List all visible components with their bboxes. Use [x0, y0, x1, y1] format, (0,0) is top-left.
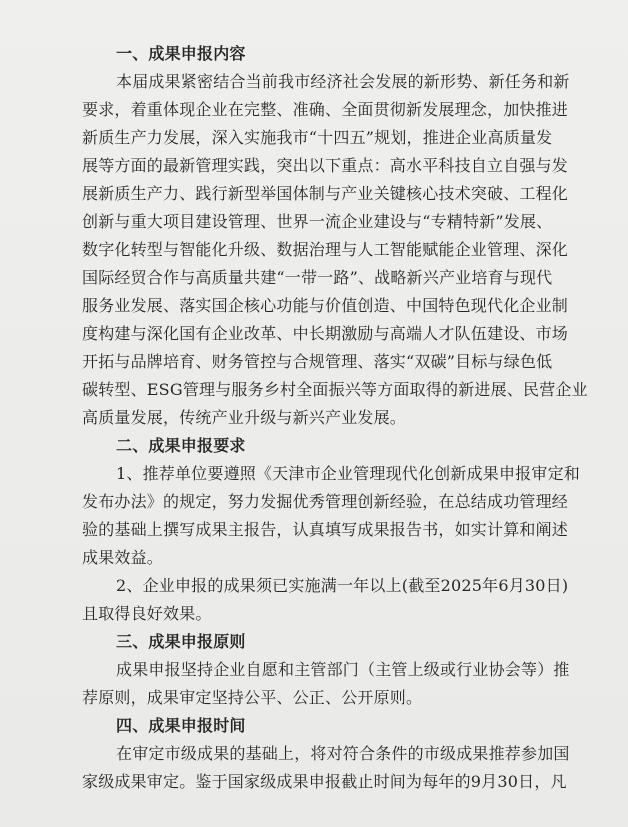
- paragraph-line: 服务业发展、落实国企核心功能与价值创造、中国特色现代化企业制: [82, 296, 569, 315]
- paragraph-line: 荐原则，成果审定坚持公平、公正、公开原则。: [82, 688, 423, 707]
- document-body: [82, 40, 588, 796]
- paragraph-line: 本届成果紧密结合当前我市经济社会发展的新形势、新任务和新: [116, 72, 570, 91]
- paragraph-line: 1、推荐单位要遵照《天津市企业管理现代化创新成果申报审定和: [116, 464, 580, 483]
- section-heading-principles: 三、成果申报原则: [116, 632, 246, 651]
- section-heading-requirements: 二、成果申报要求: [116, 436, 246, 455]
- paragraph-line: 数字化转型与智能化升级、数据治理与人工智能赋能企业管理、深化: [82, 240, 569, 259]
- paragraph-line: 发布办法》的规定，努力发掘优秀管理创新经验，在总结成功管理经: [82, 492, 569, 511]
- section-heading-content: 一、成果申报内容: [116, 44, 246, 63]
- paragraph-line: 度构建与深化国有企业改革、中长期激励与高端人才队伍建设、市场: [82, 324, 569, 343]
- paragraph-line: 新质生产力发展，深入实施我市“十四五”规划，推进企业高质量发: [82, 128, 553, 147]
- paragraph-line: 验的基础上撰写成果主报告，认真填写成果报告书，如实计算和阐述: [82, 520, 569, 539]
- paragraph-line: 且取得良好效果。: [82, 604, 212, 623]
- paragraph-line: 成果效益。: [82, 548, 164, 567]
- paragraph-line: 展等方面的最新管理实践，突出以下重点：高水平科技自立自强与发: [82, 156, 569, 175]
- section-heading-timing: 四、成果申报时间: [116, 716, 246, 735]
- paragraph-line: 碳转型、ESG管理与服务乡村全面振兴等方面取得的新进展、民营企业: [82, 380, 588, 399]
- paragraph-line: 在审定市级成果的基础上，将对符合条件的市级成果推荐参加国: [116, 744, 570, 763]
- paragraph-line: 国际经贸合作与高质量共建“一带一路”、战略新兴产业培育与现代: [82, 268, 553, 287]
- paragraph-line: 开拓与品牌培育、财务管控与合规管理、落实“双碳”目标与绿色低: [82, 352, 553, 371]
- paragraph-line: 高质量发展，传统产业升级与新兴产业发展。: [82, 408, 407, 427]
- paragraph-line: 家级成果审定。鉴于国家级成果申报截止时间为每年的9月30日，凡: [82, 772, 567, 791]
- paragraph-line: 要求，着重体现企业在完整、准确、全面贯彻新发展理念，加快推进: [82, 100, 569, 119]
- paragraph-line: 2、企业申报的成果须已实施满一年以上(截至2025年6月30日): [116, 576, 569, 595]
- paragraph-line: 展新质生产力、践行新型举国体制与产业关键核心技术突破、工程化: [82, 184, 569, 203]
- paragraph-line: 创新与重大项目建设管理、世界一流企业建设与“专精特新”发展、: [82, 212, 553, 231]
- paragraph-line: 成果申报坚持企业自愿和主管部门（主管上级或行业协会等）推: [116, 660, 570, 679]
